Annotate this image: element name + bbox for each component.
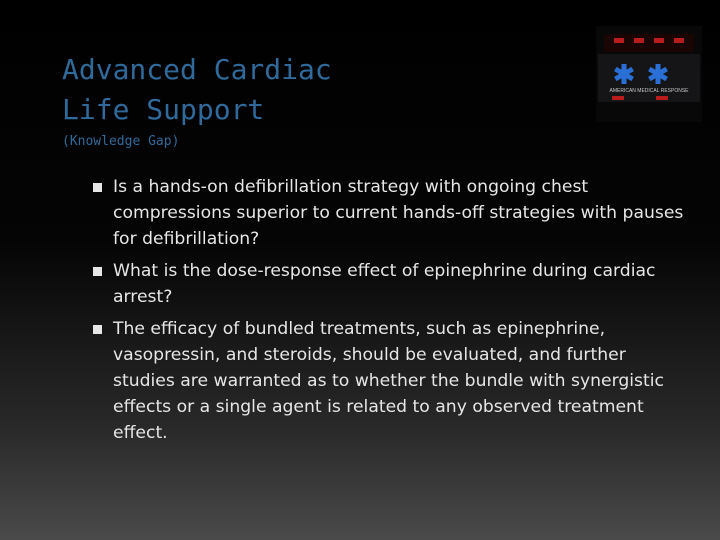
bullet-text: What is the dose-response effect of epinephrine during cardiac arrest? [113, 261, 656, 307]
square-bullet-icon [93, 267, 102, 276]
slide-subtitle: (Knowledge Gap) [62, 134, 180, 149]
bullet-text: Is a hands-on defibrillation strategy with ongoing chest compressions superior to current hands-off strategies with pauses for defibrillation? [113, 177, 684, 249]
slide-title: Advanced Cardiac Life Support [62, 53, 332, 126]
square-bullet-icon [93, 325, 102, 334]
ambulance-image [596, 26, 702, 122]
bullet-item [93, 316, 693, 446]
bullet-text: The efficacy of bundled treatments, such as epinephrine, vasopressin, and steroids, should be evaluated, and further studies are warranted as to whether the bundle with synergistic effects or a single agent is related to any observed treatment effect. [113, 319, 664, 443]
bullet-item [93, 174, 693, 252]
bullet-list [93, 174, 693, 452]
ambulance-label: AMERICAN MEDICAL RESPONSE [609, 88, 689, 94]
square-bullet-icon [93, 183, 102, 192]
bullet-item [93, 258, 693, 310]
